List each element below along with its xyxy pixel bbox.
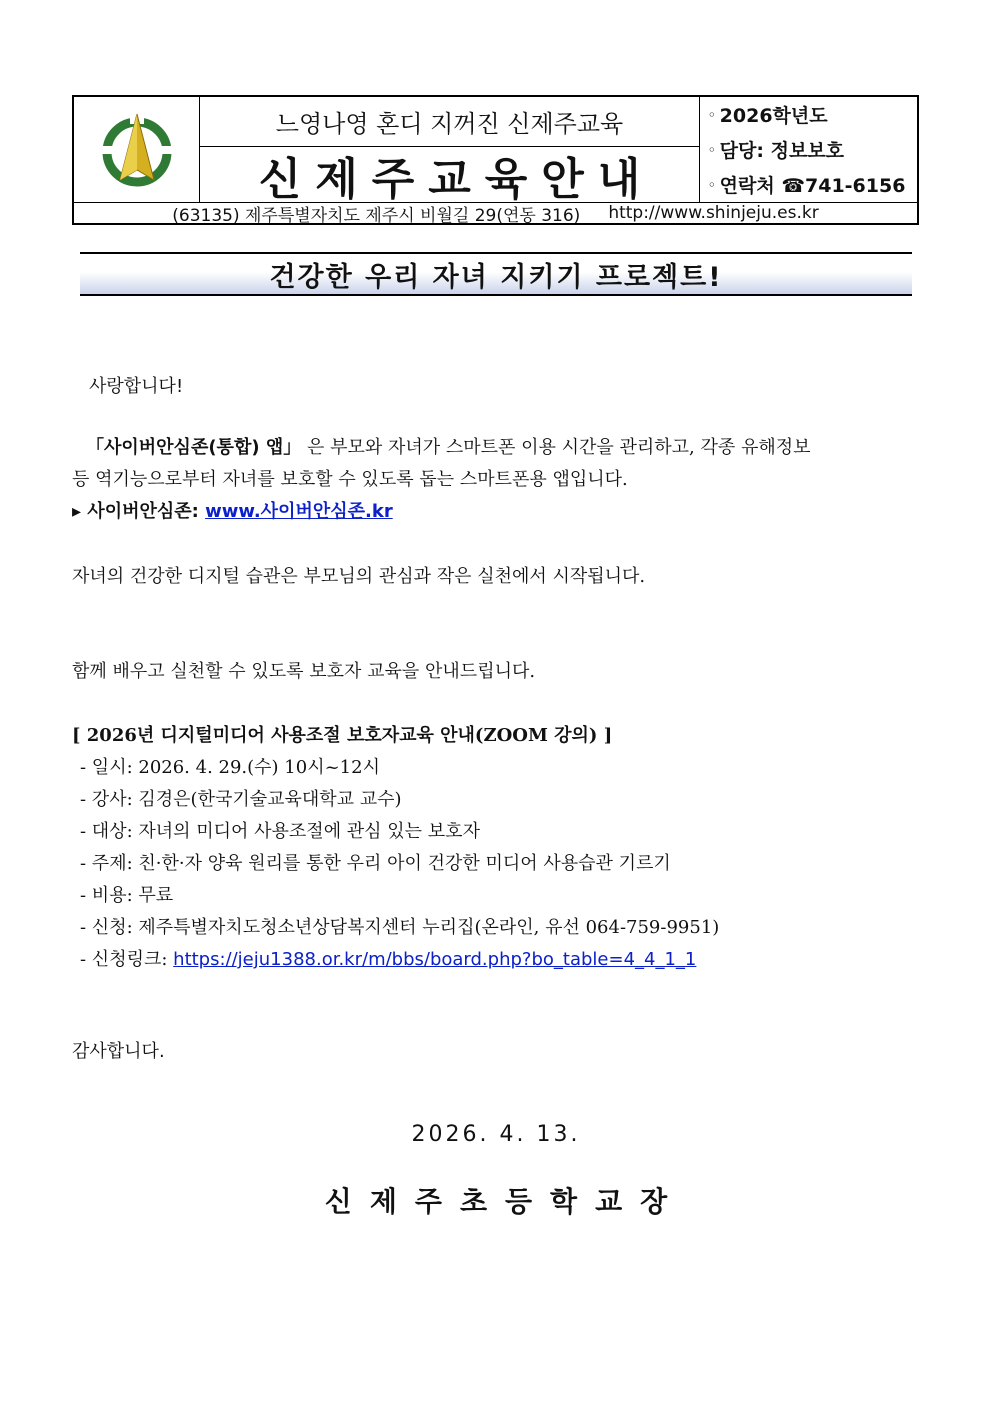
principal-signature: 신제주초등학교장 [324,1185,686,1218]
issue-date: 2026. 4. 13. [411,1122,581,1147]
site-label: ▸ 사이버안심존: [72,501,206,522]
info-contact [708,167,917,202]
apply-link-label: - 신청링크: [80,949,174,970]
apply-link[interactable]: https://jeju1388.or.kr/m/bbs/board.php?bo_table=4_4_1_1 [173,949,697,970]
thanks-text: 감사합니다. [72,1041,165,1062]
invite-text: 함께 배우고 실천할 수 있도록 보호자 교육을 안내드립니다. [72,661,536,682]
apply-link-line [80,945,696,971]
bullet-icon: ◦ [708,107,716,122]
address-text: (63135) 제주특별자치도 제주시 비월길 29(연동 316) [172,205,581,226]
section-title: [ 2026년 디지털미디어 사용조절 보호자교육 안내(ZOOM 강의) ] [72,725,613,746]
app-desc-2: 등 역기능으로부터 자녀를 보호할 수 있도록 돕는 스마트폰용 앱입니다. [72,469,628,490]
site-line [72,497,393,523]
school-year: 2026학년도 [719,105,828,127]
list-item: - 강사: 김경은(한국기술교육대학교 교수) [80,789,402,810]
site-link[interactable]: www.사이버안심존.kr [205,501,393,522]
bullet-icon: ◦ [708,142,716,157]
app-desc-1: 은 부모와 자녀가 스마트폰 이용 시간을 관리하고, 각종 유해정보 [306,437,811,458]
homepage-link[interactable]: http://www.shinjeju.es.kr [608,203,819,223]
habit-text: 자녀의 건강한 디지털 습관은 부모님의 관심과 작은 실천에서 시작됩니다. [72,566,646,587]
app-name: 「사이버안심존(통합) 앱」 [86,437,302,458]
info-panel [699,97,917,202]
motto: 느영나영 혼디 지꺼진 신제주교육 [200,97,699,147]
contact-text: 연락처 ☎741-6156 [719,175,906,197]
info-manager [708,132,917,167]
header-table [72,95,919,225]
list-item: - 대상: 자녀의 미디어 사용조절에 관심 있는 보호자 [80,821,480,842]
banner-title: 건강한 우리 자녀 지키기 프로젝트! [269,261,723,293]
school-logo-cell [74,97,200,202]
list-item: - 비용: 무료 [80,885,174,906]
manager-text: 담당: 정보보호 [719,140,845,162]
bullet-icon: ◦ [708,177,716,192]
address-row [74,202,917,226]
school-logo-icon [102,112,172,188]
greeting: 사랑합니다! [89,376,184,397]
info-year [708,97,917,132]
list-item: - 주제: 친·한·자 양육 원리를 통한 우리 아이 건강한 미디어 사용습관 기르기 [80,853,671,874]
app-intro-line-1 [86,433,811,459]
list-item: - 일시: 2026. 4. 29.(수) 10시~12시 [80,757,380,778]
list-item: - 신청: 제주특별자치도청소년상담복지센터 누리집(온라인, 유선 064-759-9951) [80,917,720,938]
newsletter-title: 신제주교육안내 [258,153,655,205]
title-banner [80,252,912,296]
